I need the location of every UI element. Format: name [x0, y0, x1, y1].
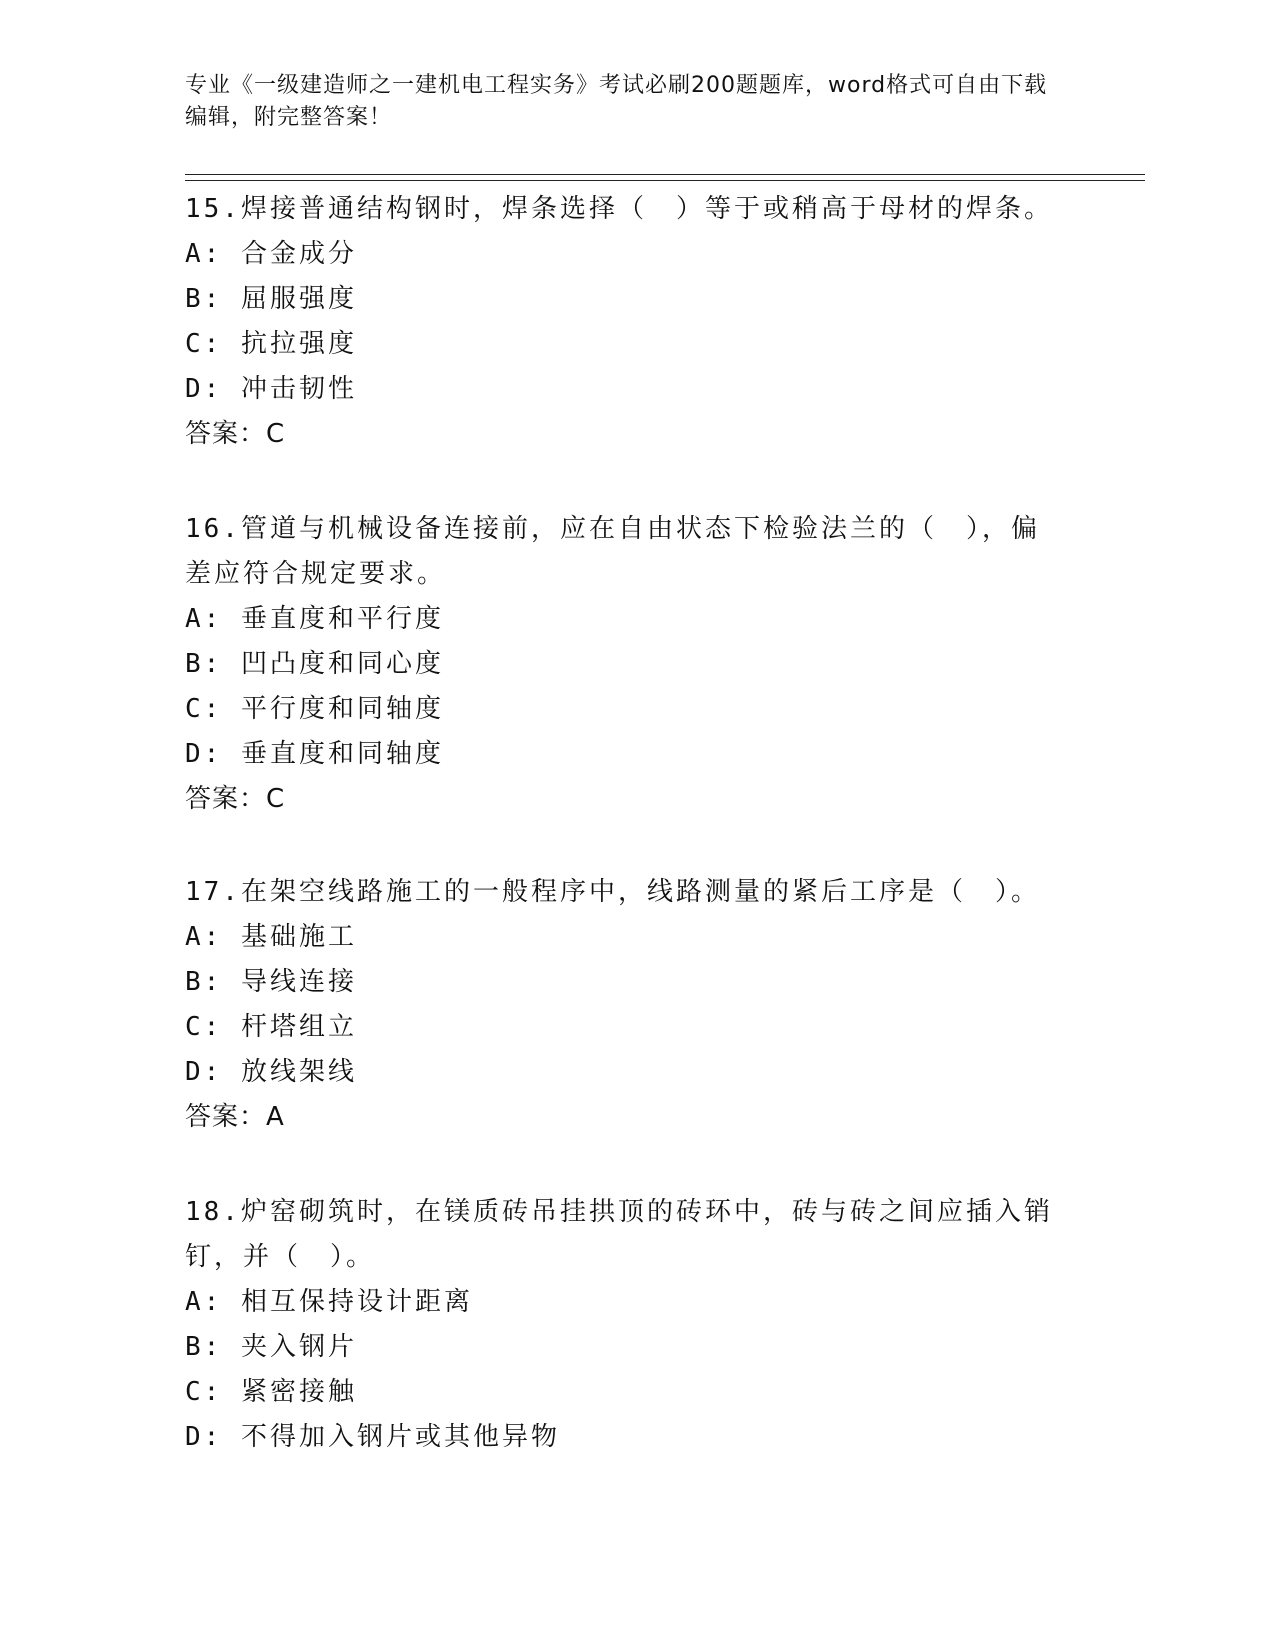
answer: 答案：C	[185, 784, 286, 814]
option-d: D: 放线架线	[185, 1057, 357, 1087]
option-c: C: 平行度和同轴度	[185, 694, 444, 724]
header-divider-top	[185, 174, 1145, 175]
option-c: C: 抗拉强度	[185, 329, 357, 359]
question-16	[185, 507, 1065, 822]
option-b: B: 夹入钢片	[185, 1332, 357, 1362]
option-a: A: 基础施工	[185, 922, 357, 952]
option-a: A: 相互保持设计距离	[185, 1287, 473, 1317]
option-b: B: 屈服强度	[185, 284, 357, 314]
option-b: B: 凹凸度和同心度	[185, 649, 444, 679]
option-d: D: 冲击韧性	[185, 374, 357, 404]
question-18	[185, 1190, 1065, 1460]
question-15	[185, 187, 1065, 457]
option-d: D: 垂直度和同轴度	[185, 739, 444, 769]
option-c: C: 紧密接触	[185, 1377, 357, 1407]
document-header: 专业《一级建造师之一建机电工程实务》考试必刷200题题库，word格式可自由下载编辑，附完整答案！	[185, 73, 1048, 130]
question-17	[185, 870, 1065, 1140]
question-stem: 16.管道与机械设备连接前，应在自由状态下检验法兰的（ ），偏差应符合规定要求。	[185, 514, 1040, 589]
question-stem: 15.焊接普通结构钢时，焊条选择（ ）等于或稍高于母材的焊条。	[185, 194, 1053, 224]
answer: 答案：A	[185, 1102, 285, 1132]
option-d: D: 不得加入钢片或其他异物	[185, 1422, 560, 1452]
question-stem: 17.在架空线路施工的一般程序中，线路测量的紧后工序是（ ）。	[185, 877, 1040, 907]
answer: 答案：C	[185, 419, 286, 449]
option-a: A: 垂直度和平行度	[185, 604, 444, 634]
option-c: C: 杆塔组立	[185, 1012, 357, 1042]
header-divider-bottom	[185, 180, 1145, 181]
question-stem: 18.炉窑砌筑时，在镁质砖吊挂拱顶的砖环中，砖与砖之间应插入销钉，并（ ）。	[185, 1197, 1053, 1272]
option-b: B: 导线连接	[185, 967, 357, 997]
option-a: A: 合金成分	[185, 239, 357, 269]
